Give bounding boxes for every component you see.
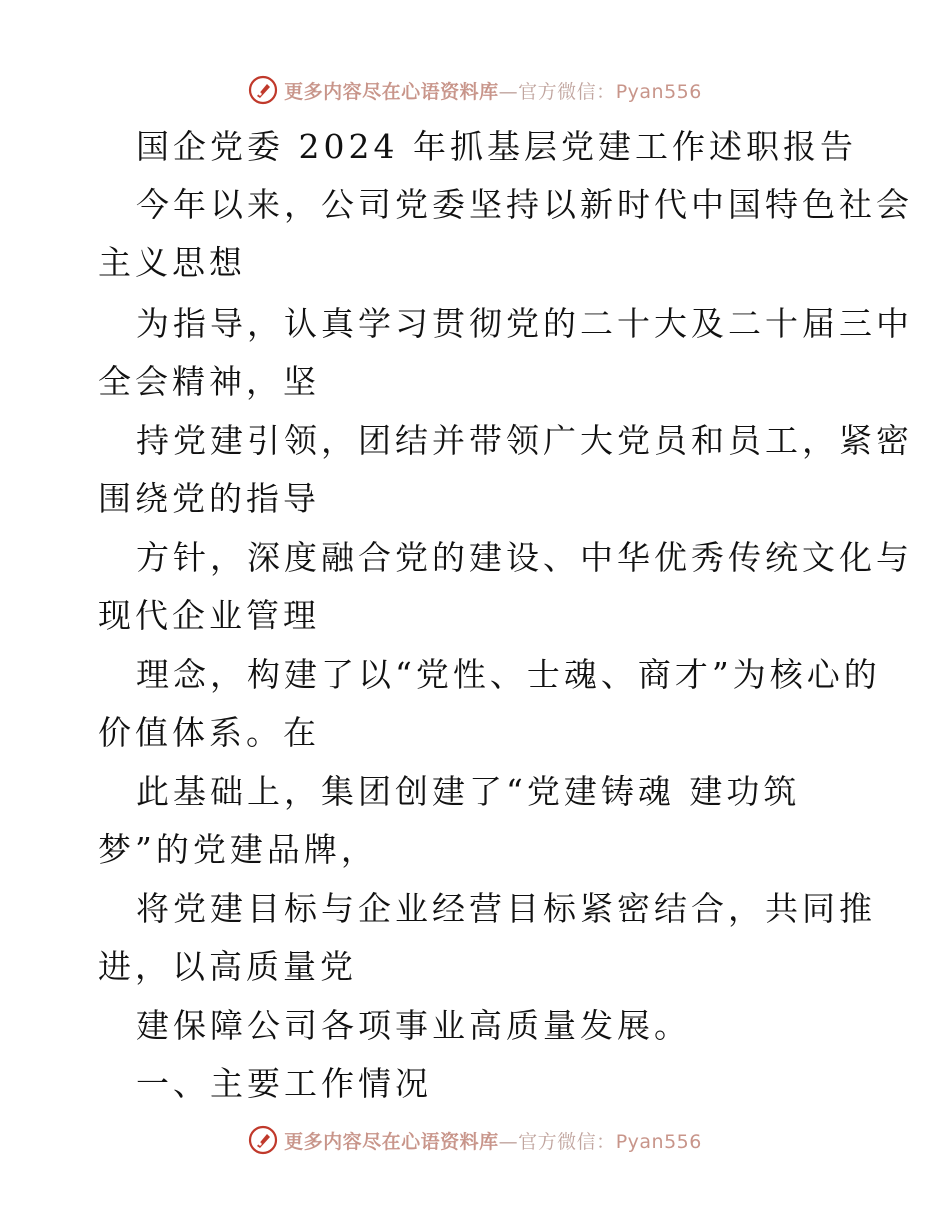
paragraph-line: 理念，构建了以“党性、士魂、商才”为核心的	[136, 655, 881, 694]
watermark-main-text: 更多内容尽在心语资料库	[284, 1130, 499, 1153]
paragraph-line: 此基础上，集团创建了“党建铸魂 建功筑	[136, 772, 801, 811]
watermark-official-label: 官方微信：	[518, 80, 616, 103]
paragraph-line: 现代企业管理	[98, 596, 320, 635]
paragraph-line: 今年以来，公司党委坚持以新时代中国特色社会	[136, 185, 913, 224]
header-watermark	[0, 70, 950, 110]
paragraph-line: 为指导，认真学习贯彻党的二十大及二十届三中	[136, 304, 913, 343]
paragraph-line: 主义思想	[98, 243, 246, 282]
watermark-separator: —	[498, 80, 519, 103]
paragraph-line: 持党建引领，团结并带领广大党员和员工，紧密	[136, 421, 913, 460]
paragraph-line: 全会精神，坚	[98, 362, 320, 401]
footer-watermark	[0, 1120, 950, 1160]
watermark-wechat-id: Pyan556	[615, 1130, 702, 1153]
paragraph-line: 建保障公司各项事业高质量发展。	[136, 1006, 691, 1045]
section-heading: 一、主要工作情况	[136, 1064, 432, 1103]
paragraph-line: 将党建目标与企业经营目标紧密结合，共同推	[136, 889, 876, 928]
document-title: 国企党委 2024 年抓基层党建工作述职报告	[136, 127, 857, 166]
watermark-main-text: 更多内容尽在心语资料库	[284, 80, 499, 103]
watermark-official-label: 官方微信：	[518, 1130, 616, 1153]
paragraph-line: 围绕党的指导	[98, 479, 320, 518]
paragraph-line: 方针，深度融合党的建设、中华优秀传统文化与	[136, 538, 913, 577]
paragraph-line: 梦”的党建品牌，	[98, 830, 378, 869]
pen-nib-logo-icon	[248, 75, 278, 105]
paragraph-line: 价值体系。在	[98, 713, 320, 752]
watermark-separator: —	[498, 1130, 519, 1153]
watermark-wechat-id: Pyan556	[615, 80, 702, 103]
paragraph-line: 进，以高质量党	[98, 947, 357, 986]
pen-nib-logo-icon	[248, 1125, 278, 1155]
